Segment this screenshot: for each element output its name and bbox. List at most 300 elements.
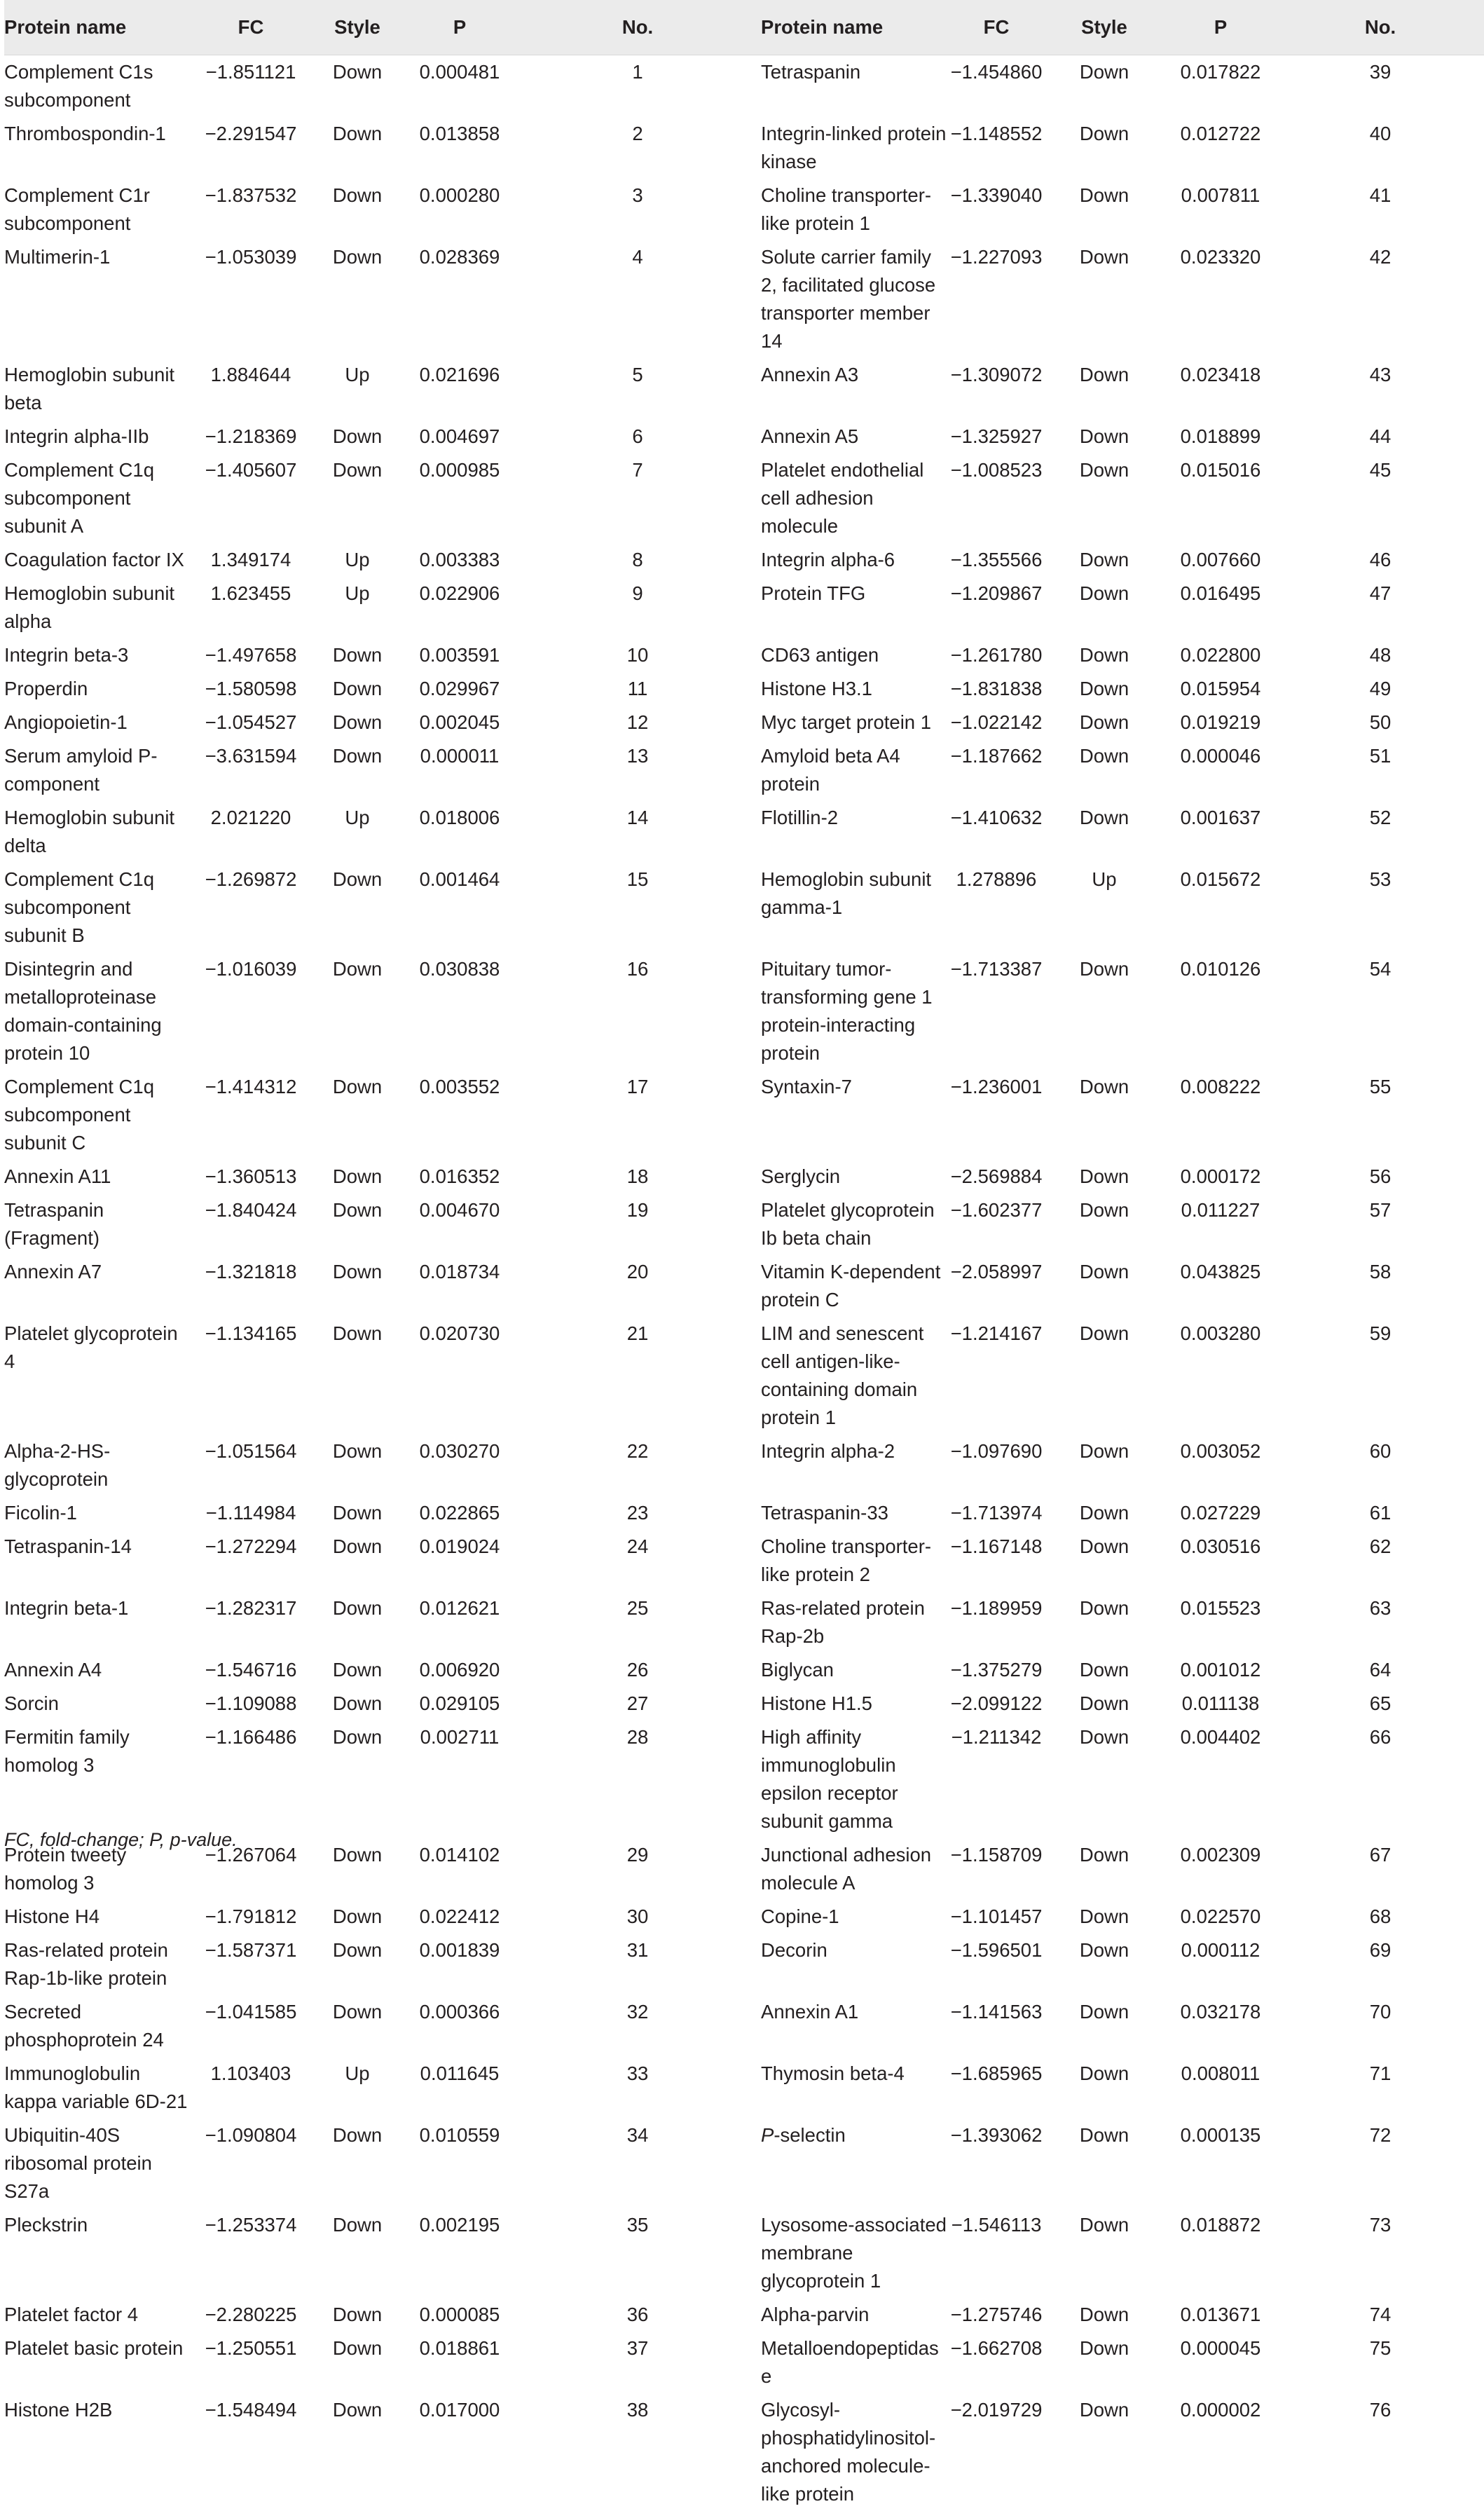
cell-right-name: Choline transporter-like protein 2 (761, 1530, 949, 1592)
cell-italic-prefix: P (761, 2124, 774, 2146)
cell-left-style: Down (310, 1435, 405, 1496)
cell-left-name: Complement C1q subcomponent subunit A (4, 453, 192, 543)
cell-right-p: 0.018899 (1164, 420, 1277, 453)
cell-right-style: Down (1044, 543, 1164, 577)
cell-right-name: Decorin (761, 1934, 949, 1995)
cell-left-p: 0.000280 (405, 179, 514, 240)
cell-right-no: 46 (1277, 543, 1484, 577)
table-row (4, 2298, 1484, 2332)
table-row (4, 240, 1484, 358)
header-style-left: Style (310, 0, 405, 55)
cell-left-p: 0.029967 (405, 672, 514, 706)
cell-left-p: 0.002711 (405, 1720, 514, 1838)
cell-right-no: 65 (1277, 1687, 1484, 1720)
cell-right-name: Metalloendopeptidase (761, 2332, 949, 2393)
cell-right-p: 0.003052 (1164, 1435, 1277, 1496)
cell-right-no: 72 (1277, 2119, 1484, 2208)
cell-left-no: 17 (514, 1070, 761, 1160)
cell-left-style: Down (310, 1934, 405, 1995)
cell-right-name: Integrin-linked protein kinase (761, 117, 949, 179)
cell-left-no: 27 (514, 1687, 761, 1720)
cell-right-p: 0.010126 (1164, 952, 1277, 1070)
cell-left-fc: −1.114984 (192, 1496, 310, 1530)
cell-left-p: 0.010559 (405, 2119, 514, 2208)
cell-right-name (761, 2119, 949, 2208)
cell-right-p: 0.000172 (1164, 1160, 1277, 1193)
cell-right-no: 74 (1277, 2298, 1484, 2332)
cell-right-style: Down (1044, 240, 1164, 358)
cell-left-style: Down (310, 1687, 405, 1720)
cell-left-no: 34 (514, 2119, 761, 2208)
cell-left-fc: 1.623455 (192, 577, 310, 638)
cell-right-no: 48 (1277, 638, 1484, 672)
cell-left-p: 0.002045 (405, 706, 514, 739)
header-p-left: P (405, 0, 514, 55)
cell-left-style: Down (310, 638, 405, 672)
cell-left-p: 0.000011 (405, 739, 514, 801)
cell-left-fc: −1.546716 (192, 1653, 310, 1687)
cell-right-no: 50 (1277, 706, 1484, 739)
cell-right-style: Down (1044, 420, 1164, 453)
cell-left-p: 0.003383 (405, 543, 514, 577)
cell-left-p: 0.002195 (405, 2208, 514, 2298)
cell-right-name: Serglycin (761, 1160, 949, 1193)
cell-right-fc: −1.187662 (949, 739, 1044, 801)
cell-left-no: 25 (514, 1592, 761, 1653)
table-header-row (4, 0, 1484, 55)
cell-left-name: Disintegrin and metalloproteinase domain-containing protein 10 (4, 952, 192, 1070)
cell-left-no: 1 (514, 55, 761, 118)
cell-left-fc: −1.791812 (192, 1900, 310, 1934)
cell-left-style: Down (310, 117, 405, 179)
cell-right-style: Down (1044, 2298, 1164, 2332)
cell-right-style: Down (1044, 2332, 1164, 2393)
cell-right-style: Down (1044, 672, 1164, 706)
cell-left-style: Up (310, 801, 405, 863)
cell-right-fc: −1.355566 (949, 543, 1044, 577)
cell-right-p: 0.018872 (1164, 2208, 1277, 2298)
cell-right-fc: −1.602377 (949, 1193, 1044, 1255)
cell-right-name: Copine-1 (761, 1900, 949, 1934)
cell-right-p: 0.001012 (1164, 1653, 1277, 1687)
header-fc-right: FC (949, 0, 1044, 55)
cell-left-p: 0.000481 (405, 55, 514, 118)
cell-left-fc: −1.497658 (192, 638, 310, 672)
cell-right-style: Down (1044, 577, 1164, 638)
cell-left-style: Down (310, 1720, 405, 1838)
cell-right-name: Lysosome-associated membrane glycoprotein 1 (761, 2208, 949, 2298)
cell-left-no: 8 (514, 543, 761, 577)
cell-left-style: Down (310, 1160, 405, 1193)
cell-left-style: Down (310, 739, 405, 801)
cell-left-name: Complement C1q subcomponent subunit C (4, 1070, 192, 1160)
cell-right-p: 0.003280 (1164, 1317, 1277, 1435)
cell-right-name: Tetraspanin (761, 55, 949, 118)
cell-left-style: Down (310, 2332, 405, 2393)
cell-right-p: 0.008011 (1164, 2057, 1277, 2119)
cell-left-fc: −1.250551 (192, 2332, 310, 2393)
cell-left-p: 0.003591 (405, 638, 514, 672)
cell-right-style: Down (1044, 1317, 1164, 1435)
cell-left-fc: −3.631594 (192, 739, 310, 801)
cell-left-name: Ficolin-1 (4, 1496, 192, 1530)
cell-left-fc: −1.272294 (192, 1530, 310, 1592)
cell-right-name: Hemoglobin subunit gamma-1 (761, 863, 949, 952)
table-row (4, 1070, 1484, 1160)
cell-left-no: 15 (514, 863, 761, 952)
cell-left-fc: −1.267064 (192, 1838, 310, 1900)
table-row (4, 863, 1484, 952)
cell-left-name: Platelet glycoprotein 4 (4, 1317, 192, 1435)
cell-right-p: 0.000045 (1164, 2332, 1277, 2393)
cell-left-name: Annexin A7 (4, 1255, 192, 1317)
table-row (4, 543, 1484, 577)
cell-left-no: 37 (514, 2332, 761, 2393)
cell-left-no: 32 (514, 1995, 761, 2057)
cell-right-fc: −2.569884 (949, 1160, 1044, 1193)
table-row (4, 1160, 1484, 1193)
cell-right-fc: −1.325927 (949, 420, 1044, 453)
cell-right-style: Down (1044, 1530, 1164, 1592)
cell-right-no: 60 (1277, 1435, 1484, 1496)
table-body (4, 55, 1484, 2511)
cell-right-p: 0.016495 (1164, 577, 1277, 638)
cell-left-no: 12 (514, 706, 761, 739)
cell-left-fc: −1.548494 (192, 2393, 310, 2511)
cell-right-no: 63 (1277, 1592, 1484, 1653)
cell-right-fc: −1.209867 (949, 577, 1044, 638)
cell-left-fc: −1.090804 (192, 2119, 310, 2208)
cell-right-name: Pituitary tumor-transforming gene 1 protein-interacting protein (761, 952, 949, 1070)
cell-left-fc: −1.269872 (192, 863, 310, 952)
header-protein-name-right: Protein name (761, 0, 949, 55)
table-row (4, 55, 1484, 118)
cell-left-no: 6 (514, 420, 761, 453)
cell-right-p: 0.007660 (1164, 543, 1277, 577)
cell-left-fc: −1.166486 (192, 1720, 310, 1838)
cell-left-style: Down (310, 1838, 405, 1900)
cell-right-p: 0.011138 (1164, 1687, 1277, 1720)
cell-left-p: 0.018006 (405, 801, 514, 863)
table-row (4, 1995, 1484, 2057)
cell-left-name: Integrin alpha-IIb (4, 420, 192, 453)
cell-left-name: Annexin A4 (4, 1653, 192, 1687)
cell-left-name: Serum amyloid P-component (4, 739, 192, 801)
cell-right-p: 0.019219 (1164, 706, 1277, 739)
cell-right-no: 43 (1277, 358, 1484, 420)
cell-left-fc: −1.405607 (192, 453, 310, 543)
table-row (4, 2119, 1484, 2208)
cell-left-name: Alpha-2-HS-glycoprotein (4, 1435, 192, 1496)
cell-right-fc: −1.141563 (949, 1995, 1044, 2057)
cell-left-no: 21 (514, 1317, 761, 1435)
cell-left-name: Ras-related protein Rap-1b-like protein (4, 1934, 192, 1995)
cell-right-name: Choline transporter-like protein 1 (761, 179, 949, 240)
table-row (4, 638, 1484, 672)
cell-name-text: -selectin (774, 2124, 845, 2146)
table-row (4, 1435, 1484, 1496)
cell-left-style: Down (310, 2119, 405, 2208)
cell-left-name: Protein tweety homolog 3 (4, 1838, 192, 1900)
cell-right-fc: −1.546113 (949, 2208, 1044, 2298)
cell-left-fc: −1.587371 (192, 1934, 310, 1995)
cell-left-p: 0.022412 (405, 1900, 514, 1934)
cell-right-fc: 1.278896 (949, 863, 1044, 952)
cell-right-fc: −1.454860 (949, 55, 1044, 118)
cell-left-fc: 1.103403 (192, 2057, 310, 2119)
cell-left-no: 7 (514, 453, 761, 543)
cell-left-fc: −1.837532 (192, 179, 310, 240)
cell-left-no: 38 (514, 2393, 761, 2511)
cell-right-no: 53 (1277, 863, 1484, 952)
cell-left-p: 0.014102 (405, 1838, 514, 1900)
cell-right-no: 71 (1277, 2057, 1484, 2119)
cell-left-name: Properdin (4, 672, 192, 706)
cell-left-name: Immunoglobulin kappa variable 6D-21 (4, 2057, 192, 2119)
cell-right-no: 54 (1277, 952, 1484, 1070)
cell-right-style: Down (1044, 1592, 1164, 1653)
cell-right-name: Thymosin beta-4 (761, 2057, 949, 2119)
cell-left-p: 0.006920 (405, 1653, 514, 1687)
cell-left-fc: −1.282317 (192, 1592, 310, 1653)
cell-left-p: 0.003552 (405, 1070, 514, 1160)
cell-right-p: 0.015523 (1164, 1592, 1277, 1653)
cell-left-no: 31 (514, 1934, 761, 1995)
cell-right-p: 0.027229 (1164, 1496, 1277, 1530)
cell-left-p: 0.030270 (405, 1435, 514, 1496)
cell-right-style: Down (1044, 1687, 1164, 1720)
cell-left-p: 0.000985 (405, 453, 514, 543)
table-row (4, 1934, 1484, 1995)
cell-left-p: 0.004697 (405, 420, 514, 453)
header-p-right: P (1164, 0, 1277, 55)
cell-right-p: 0.023320 (1164, 240, 1277, 358)
cell-left-style: Down (310, 2208, 405, 2298)
cell-right-style: Down (1044, 179, 1164, 240)
cell-right-name: Annexin A5 (761, 420, 949, 453)
cell-left-fc: −2.280225 (192, 2298, 310, 2332)
cell-right-name: Amyloid beta A4 protein (761, 739, 949, 801)
cell-left-p: 0.022906 (405, 577, 514, 638)
cell-left-p: 0.016352 (405, 1160, 514, 1193)
cell-right-no: 75 (1277, 2332, 1484, 2393)
cell-left-no: 18 (514, 1160, 761, 1193)
cell-right-no: 69 (1277, 1934, 1484, 1995)
table-row (4, 672, 1484, 706)
cell-left-no: 22 (514, 1435, 761, 1496)
cell-right-style: Down (1044, 2119, 1164, 2208)
cell-right-style: Down (1044, 1193, 1164, 1255)
cell-right-style: Down (1044, 706, 1164, 739)
cell-right-style: Down (1044, 117, 1164, 179)
cell-left-name: Multimerin-1 (4, 240, 192, 358)
cell-right-fc: −1.339040 (949, 179, 1044, 240)
cell-right-name: Syntaxin-7 (761, 1070, 949, 1160)
cell-left-no: 30 (514, 1900, 761, 1934)
cell-right-no: 49 (1277, 672, 1484, 706)
cell-left-no: 19 (514, 1193, 761, 1255)
cell-right-no: 52 (1277, 801, 1484, 863)
cell-left-fc: −1.109088 (192, 1687, 310, 1720)
cell-right-no: 40 (1277, 117, 1484, 179)
cell-left-name: Secreted phosphoprotein 24 (4, 1995, 192, 2057)
cell-left-no: 35 (514, 2208, 761, 2298)
cell-left-fc: −1.218369 (192, 420, 310, 453)
table-row (4, 179, 1484, 240)
cell-left-fc: −1.016039 (192, 952, 310, 1070)
table-row (4, 1687, 1484, 1720)
table-row (4, 358, 1484, 420)
table-row (4, 453, 1484, 543)
cell-left-name: Fermitin family homolog 3 (4, 1720, 192, 1838)
cell-left-fc: −1.414312 (192, 1070, 310, 1160)
cell-left-style: Down (310, 1592, 405, 1653)
cell-left-style: Down (310, 55, 405, 118)
cell-right-p: 0.000002 (1164, 2393, 1277, 2511)
cell-right-no: 67 (1277, 1838, 1484, 1900)
cell-right-name: Ras-related protein Rap-2b (761, 1592, 949, 1653)
cell-right-name: High affinity immunoglobulin epsilon receptor subunit gamma (761, 1720, 949, 1838)
cell-left-p: 0.001839 (405, 1934, 514, 1995)
cell-left-fc: −1.851121 (192, 55, 310, 118)
cell-right-fc: −2.058997 (949, 1255, 1044, 1317)
cell-right-fc: −1.022142 (949, 706, 1044, 739)
cell-right-no: 57 (1277, 1193, 1484, 1255)
cell-left-fc: −1.253374 (192, 2208, 310, 2298)
cell-left-fc: −1.840424 (192, 1193, 310, 1255)
cell-left-fc: 2.021220 (192, 801, 310, 863)
table-row (4, 1496, 1484, 1530)
cell-left-no: 5 (514, 358, 761, 420)
cell-left-p: 0.028369 (405, 240, 514, 358)
cell-right-fc: −1.189959 (949, 1592, 1044, 1653)
cell-right-no: 58 (1277, 1255, 1484, 1317)
cell-left-style: Down (310, 1317, 405, 1435)
cell-right-fc: −1.831838 (949, 672, 1044, 706)
cell-left-p: 0.022865 (405, 1496, 514, 1530)
cell-left-style: Down (310, 2393, 405, 2511)
cell-left-fc: 1.349174 (192, 543, 310, 577)
cell-right-style: Down (1044, 2393, 1164, 2511)
cell-right-name: Protein TFG (761, 577, 949, 638)
cell-right-fc: −1.097690 (949, 1435, 1044, 1496)
cell-left-p: 0.030838 (405, 952, 514, 1070)
cell-left-no: 14 (514, 801, 761, 863)
cell-left-style: Down (310, 1496, 405, 1530)
cell-right-p: 0.002309 (1164, 1838, 1277, 1900)
cell-left-p: 0.019024 (405, 1530, 514, 1592)
cell-right-p: 0.023418 (1164, 358, 1277, 420)
cell-right-p: 0.000046 (1164, 739, 1277, 801)
cell-left-p: 0.017000 (405, 2393, 514, 2511)
cell-right-p: 0.013671 (1164, 2298, 1277, 2332)
cell-right-p: 0.011227 (1164, 1193, 1277, 1255)
cell-left-no: 36 (514, 2298, 761, 2332)
cell-left-fc: −1.041585 (192, 1995, 310, 2057)
cell-right-fc: −1.275746 (949, 2298, 1044, 2332)
header-no-right: No. (1277, 0, 1484, 55)
cell-left-fc: −1.580598 (192, 672, 310, 706)
cell-right-name: Biglycan (761, 1653, 949, 1687)
cell-left-style: Down (310, 863, 405, 952)
cell-left-p: 0.004670 (405, 1193, 514, 1255)
cell-right-name: Platelet endothelial cell adhesion molecule (761, 453, 949, 543)
cell-right-style: Down (1044, 1255, 1164, 1317)
cell-right-p: 0.000135 (1164, 2119, 1277, 2208)
cell-left-name: Annexin A11 (4, 1160, 192, 1193)
header-style-right: Style (1044, 0, 1164, 55)
cell-right-style: Down (1044, 638, 1164, 672)
cell-left-style: Up (310, 358, 405, 420)
cell-right-no: 45 (1277, 453, 1484, 543)
cell-right-name: Annexin A1 (761, 1995, 949, 2057)
cell-left-style: Down (310, 1995, 405, 2057)
cell-left-no: 20 (514, 1255, 761, 1317)
table-row (4, 1900, 1484, 1934)
cell-right-p: 0.022570 (1164, 1900, 1277, 1934)
cell-right-p: 0.015954 (1164, 672, 1277, 706)
cell-left-style: Down (310, 240, 405, 358)
cell-right-fc: −1.214167 (949, 1317, 1044, 1435)
cell-right-style: Down (1044, 801, 1164, 863)
cell-left-fc: −1.054527 (192, 706, 310, 739)
cell-right-fc: −1.596501 (949, 1934, 1044, 1995)
cell-right-style: Down (1044, 1838, 1164, 1900)
cell-right-p: 0.007811 (1164, 179, 1277, 240)
cell-left-no: 26 (514, 1653, 761, 1687)
cell-right-p: 0.012722 (1164, 117, 1277, 179)
cell-right-style: Down (1044, 2057, 1164, 2119)
cell-right-fc: −2.019729 (949, 2393, 1044, 2511)
cell-right-name: LIM and senescent cell antigen-like-containing domain protein 1 (761, 1317, 949, 1435)
cell-left-name: Hemoglobin subunit alpha (4, 577, 192, 638)
cell-right-fc: −1.227093 (949, 240, 1044, 358)
cell-right-style: Down (1044, 55, 1164, 118)
footnote-text: FC, fold-change; P, p-value. (4, 1829, 238, 1850)
cell-right-style: Down (1044, 739, 1164, 801)
cell-left-p: 0.000366 (405, 1995, 514, 2057)
cell-right-fc: −1.158709 (949, 1838, 1044, 1900)
cell-right-style: Down (1044, 1900, 1164, 1934)
cell-right-fc: −1.261780 (949, 638, 1044, 672)
cell-right-name: Vitamin K-dependent protein C (761, 1255, 949, 1317)
cell-left-no: 4 (514, 240, 761, 358)
cell-right-style: Down (1044, 1934, 1164, 1995)
cell-left-fc: −1.321818 (192, 1255, 310, 1317)
cell-left-style: Down (310, 1070, 405, 1160)
cell-right-no: 73 (1277, 2208, 1484, 2298)
cell-left-no: 11 (514, 672, 761, 706)
cell-right-fc: −1.167148 (949, 1530, 1044, 1592)
cell-left-style: Up (310, 577, 405, 638)
cell-left-no: 2 (514, 117, 761, 179)
cell-left-no: 9 (514, 577, 761, 638)
cell-right-p: 0.022800 (1164, 638, 1277, 672)
cell-left-name: Pleckstrin (4, 2208, 192, 2298)
cell-left-p: 0.001464 (405, 863, 514, 952)
cell-left-name: Integrin beta-1 (4, 1592, 192, 1653)
header-protein-name-left: Protein name (4, 0, 192, 55)
cell-right-fc: −1.685965 (949, 2057, 1044, 2119)
cell-right-name: Myc target protein 1 (761, 706, 949, 739)
cell-left-p: 0.029105 (405, 1687, 514, 1720)
cell-left-name: Histone H2B (4, 2393, 192, 2511)
cell-right-fc: −1.393062 (949, 2119, 1044, 2208)
cell-right-name: Glycosyl-phosphatidylinositol-anchored molecule-like protein (761, 2393, 949, 2511)
cell-right-no: 66 (1277, 1720, 1484, 1838)
table-row (4, 117, 1484, 179)
protein-table (4, 0, 1484, 2511)
